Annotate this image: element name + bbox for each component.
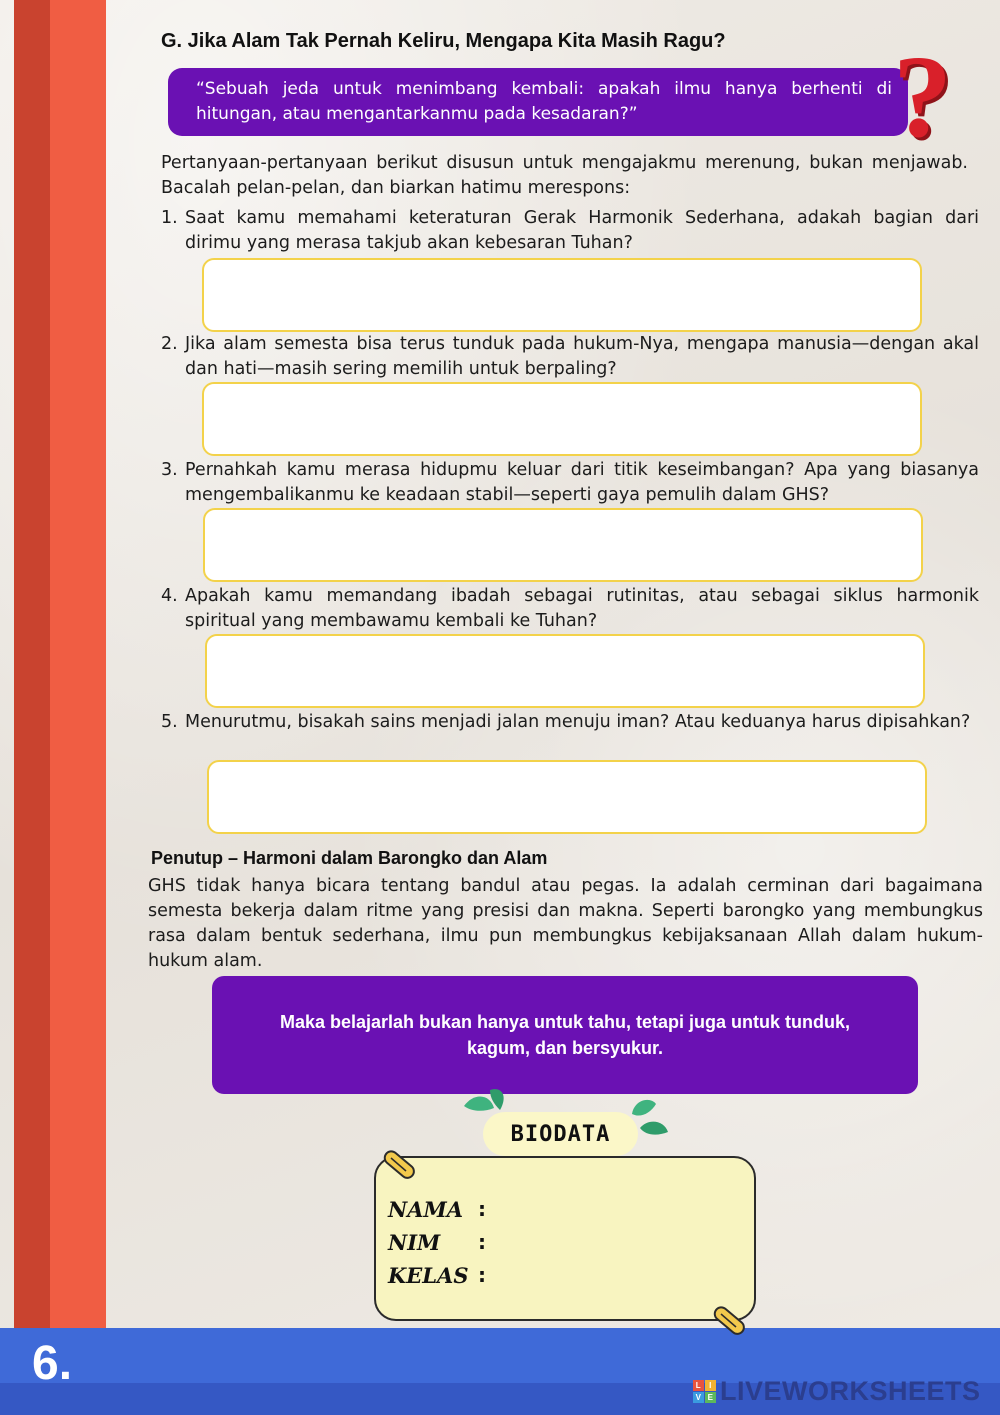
question-item: [161, 458, 979, 508]
paper-clip-icon: [708, 1300, 750, 1342]
question-item: [161, 332, 979, 382]
biodata-colon: :: [478, 1230, 486, 1254]
closing-title: Penutup – Harmoni dalam Barongko dan Alam: [151, 848, 548, 868]
nim-field[interactable]: [498, 1228, 738, 1256]
side-strip-light: [50, 0, 106, 1415]
closing-text: GHS tidak hanya bicara tentang bandul atau pegas. Ia adalah cerminan dari bagaimana semesta bekerja dalam ritme yang presisi dan makna. Seperti barongko yang membungkus rasa dalam bentuk sederhana, ilmu pun membungkus kebijaksanaan Allah dalam hukum-hukum alam.: [148, 876, 983, 971]
question-text: Jika alam semesta bisa terus tunduk pada hukum-Nya, mengapa manusia—dengan akal dan hati—masih sering memilih untuk berpaling?: [185, 334, 979, 379]
message-text: Maka belajarlah bukan hanya untuk tahu, tetapi juga untuk tunduk, kagum, dan bersyukur.: [279, 1012, 851, 1058]
quote-text: “Sebuah jeda untuk menimbang kembali: apakah ilmu hanya berhenti di hitungan, atau mengantarkanmu pada kesadaran?”: [196, 79, 892, 124]
kelas-field[interactable]: [498, 1261, 738, 1289]
question-item: [161, 206, 979, 256]
answer-box-3[interactable]: [203, 508, 923, 582]
quote-box: [168, 68, 908, 136]
answer-box-4[interactable]: [205, 634, 925, 708]
section-title: G. Jika Alam Tak Pernah Keliru, Mengapa Kita Masih Ragu?: [161, 30, 726, 52]
question-number: 5.: [161, 712, 178, 732]
question-number: 1.: [161, 208, 178, 228]
brand-mark-letter: E: [705, 1392, 716, 1403]
question-item: [161, 584, 979, 634]
brand-mark-letter: L: [693, 1380, 704, 1391]
biodata-colon: :: [478, 1197, 486, 1221]
question-number: 2.: [161, 334, 178, 354]
intro-text: Pertanyaan-pertanyaan berikut disusun untuk mengajakmu merenung, bukan menjawab. Bacalah pelan-pelan, dan biarkan hatimu merespons:: [161, 153, 968, 198]
page-number: 6.: [32, 1337, 73, 1390]
question-number: 3.: [161, 460, 178, 480]
liveworksheets-logo[interactable]: [693, 1376, 981, 1407]
brand-mark-letter: V: [693, 1392, 704, 1403]
biodata-title: BIODATA: [483, 1112, 638, 1156]
nama-field[interactable]: [498, 1195, 738, 1223]
biodata-label-nama: NAMA: [388, 1197, 464, 1222]
biodata-label-nim: NIM: [388, 1230, 441, 1255]
biodata-label-kelas: KELAS: [388, 1263, 469, 1288]
answer-box-5[interactable]: [207, 760, 927, 834]
message-box: [212, 976, 918, 1094]
side-strip-dark: [14, 0, 50, 1415]
question-number: 4.: [161, 586, 178, 606]
question-text: Menurutmu, bisakah sains menjadi jalan menuju iman? Atau keduanya harus dipisahkan?: [185, 712, 971, 732]
question-mark-icon: ?: [893, 31, 952, 162]
question-text: Saat kamu memahami keteraturan Gerak Harmonik Sederhana, adakah bagian dari dirimu yang merasa takjub akan kebesaran Tuhan?: [185, 208, 979, 253]
paper-clip-icon: [378, 1144, 420, 1186]
question-text: Apakah kamu memandang ibadah sebagai rutinitas, atau sebagai siklus harmonik spiritual yang membawamu kembali ke Tuhan?: [185, 586, 979, 631]
liveworksheets-mark-icon: [693, 1380, 716, 1403]
question-text: Pernahkah kamu merasa hidupmu keluar dari titik keseimbangan? Apa yang biasanya mengembalikanmu ke keadaan stabil—seperti gaya pemulih dalam GHS?: [185, 460, 979, 505]
brand-mark-letter: I: [705, 1380, 716, 1391]
brand-text: LIVEWORKSHEETS: [720, 1376, 981, 1406]
answer-box-1[interactable]: [202, 258, 922, 332]
question-item: [161, 710, 979, 735]
answer-box-2[interactable]: [202, 382, 922, 456]
biodata-colon: :: [478, 1263, 486, 1287]
